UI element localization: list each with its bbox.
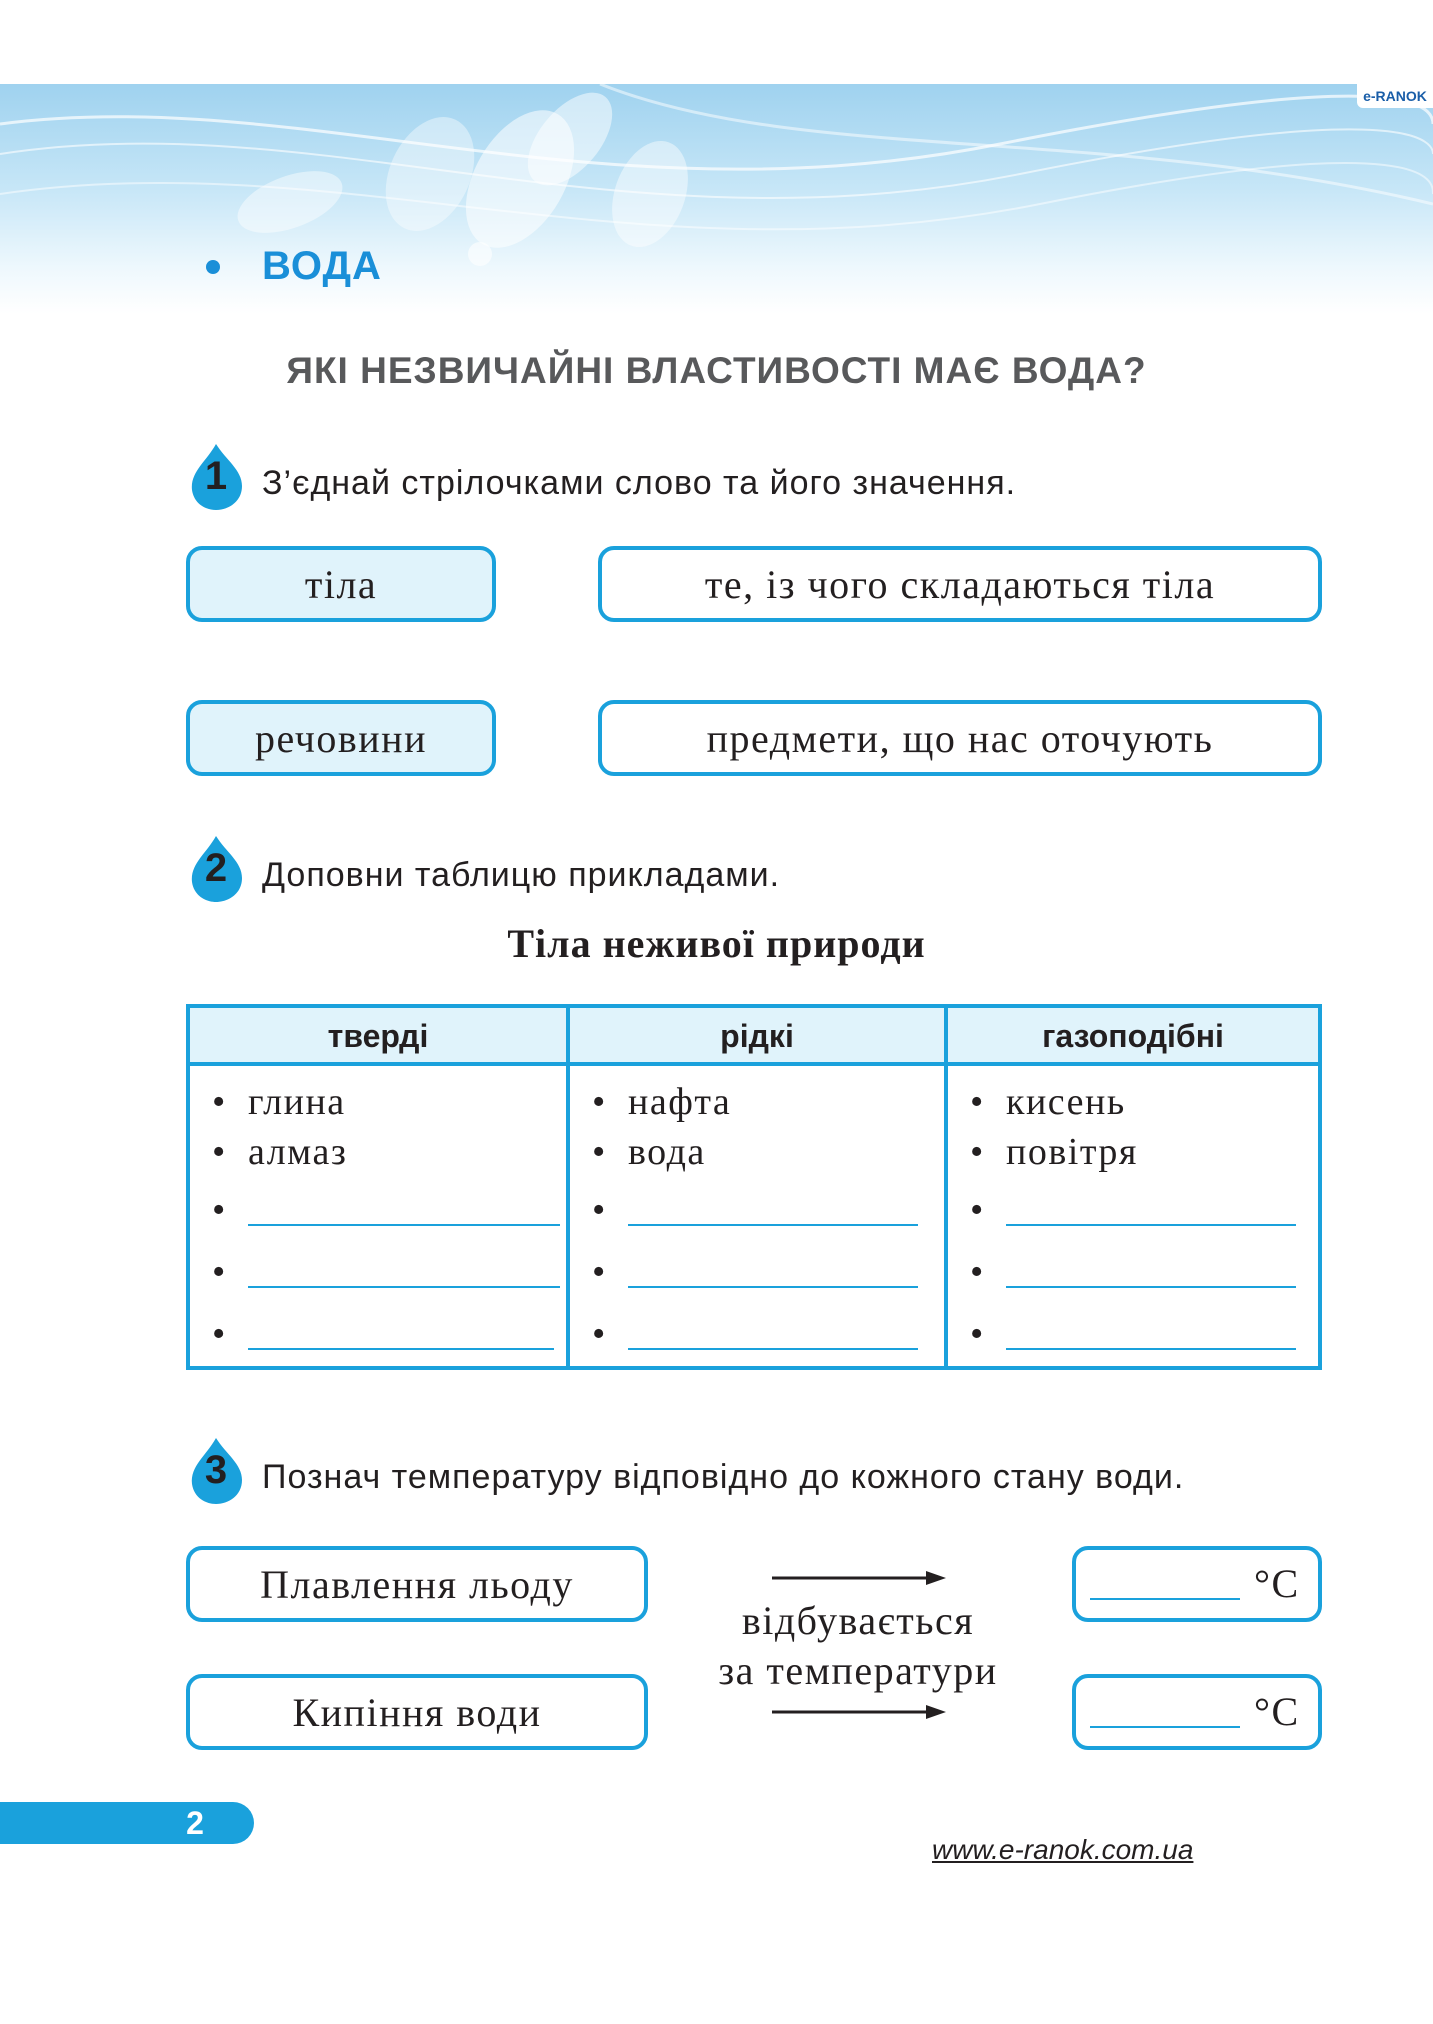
answer-blank[interactable]: • bbox=[592, 1312, 605, 1356]
meaning-card-substances[interactable]: те, із чого складаються тіла bbox=[598, 546, 1322, 622]
list-item: • кисень bbox=[970, 1081, 1126, 1123]
website-link[interactable]: www.e-ranok.com.ua bbox=[932, 1834, 1194, 1865]
list-item: • алмаз bbox=[212, 1131, 348, 1173]
answer-blank[interactable]: • bbox=[212, 1188, 225, 1232]
answer-blank[interactable]: • bbox=[970, 1188, 983, 1232]
task-number-badge: 1 bbox=[186, 442, 246, 512]
list-item: • нафта bbox=[592, 1081, 732, 1123]
middle-caption: відбувається за температури bbox=[718, 1598, 998, 1693]
table-cell-liquid bbox=[570, 1070, 944, 1366]
table-title: Тіла неживої природи bbox=[507, 921, 926, 966]
task-1-instruction: З’єднай стрілочками слово та його значення. bbox=[262, 464, 1017, 502]
task-number-badge: 3 bbox=[186, 1436, 246, 1506]
degree-unit: °C bbox=[1254, 1561, 1300, 1606]
answer-blank[interactable]: • bbox=[970, 1312, 983, 1356]
column-header-solid: тверді bbox=[327, 1018, 429, 1054]
task-2-instruction: Доповни таблицю прикладами. bbox=[262, 856, 781, 894]
answer-line bbox=[1090, 1598, 1240, 1600]
degree-unit: °C bbox=[1254, 1689, 1300, 1734]
task-number-badge: 2 bbox=[186, 834, 246, 904]
page-number-tab bbox=[0, 1802, 254, 1844]
lesson-question: ЯКІ НЕЗВИЧАЙНІ ВЛАСТИВОСТІ МАЄ ВОДА? bbox=[286, 350, 1147, 391]
answer-blank[interactable]: • bbox=[592, 1250, 605, 1294]
task-3-instruction: Познач температуру відповідно до кожного стану води. bbox=[262, 1458, 1185, 1496]
answer-blank[interactable]: • bbox=[212, 1312, 225, 1356]
column-header-liquid: рідкі bbox=[720, 1018, 794, 1054]
meaning-card-objects[interactable]: предмети, що нас оточують bbox=[598, 700, 1322, 776]
nonliving-bodies-table bbox=[186, 1004, 1322, 1370]
table-cell-solid bbox=[190, 1070, 566, 1366]
page-number: 2 bbox=[186, 1805, 204, 1841]
list-item: • повітря bbox=[970, 1131, 1138, 1173]
temperature-answer-melting[interactable] bbox=[1072, 1546, 1322, 1622]
word-card-bodies[interactable]: тіла bbox=[186, 546, 496, 622]
answer-blank[interactable]: • bbox=[592, 1188, 605, 1232]
publisher-logo: e-RANOK bbox=[1357, 84, 1433, 108]
answer-blank[interactable]: • bbox=[212, 1250, 225, 1294]
table-cell-gas bbox=[948, 1070, 1318, 1366]
section-title: ВОДА bbox=[262, 244, 382, 288]
list-item: • вода bbox=[592, 1131, 706, 1173]
word-card-substances[interactable]: речовини bbox=[186, 700, 496, 776]
column-header-gas: газоподібні bbox=[1042, 1018, 1224, 1054]
state-card-melting: Плавлення льоду bbox=[186, 1546, 648, 1622]
list-item: • глина bbox=[212, 1081, 346, 1123]
temperature-answer-boiling[interactable] bbox=[1072, 1674, 1322, 1750]
state-card-boiling: Кипіння води bbox=[186, 1674, 648, 1750]
answer-line bbox=[1090, 1726, 1240, 1728]
answer-blank[interactable]: • bbox=[970, 1250, 983, 1294]
